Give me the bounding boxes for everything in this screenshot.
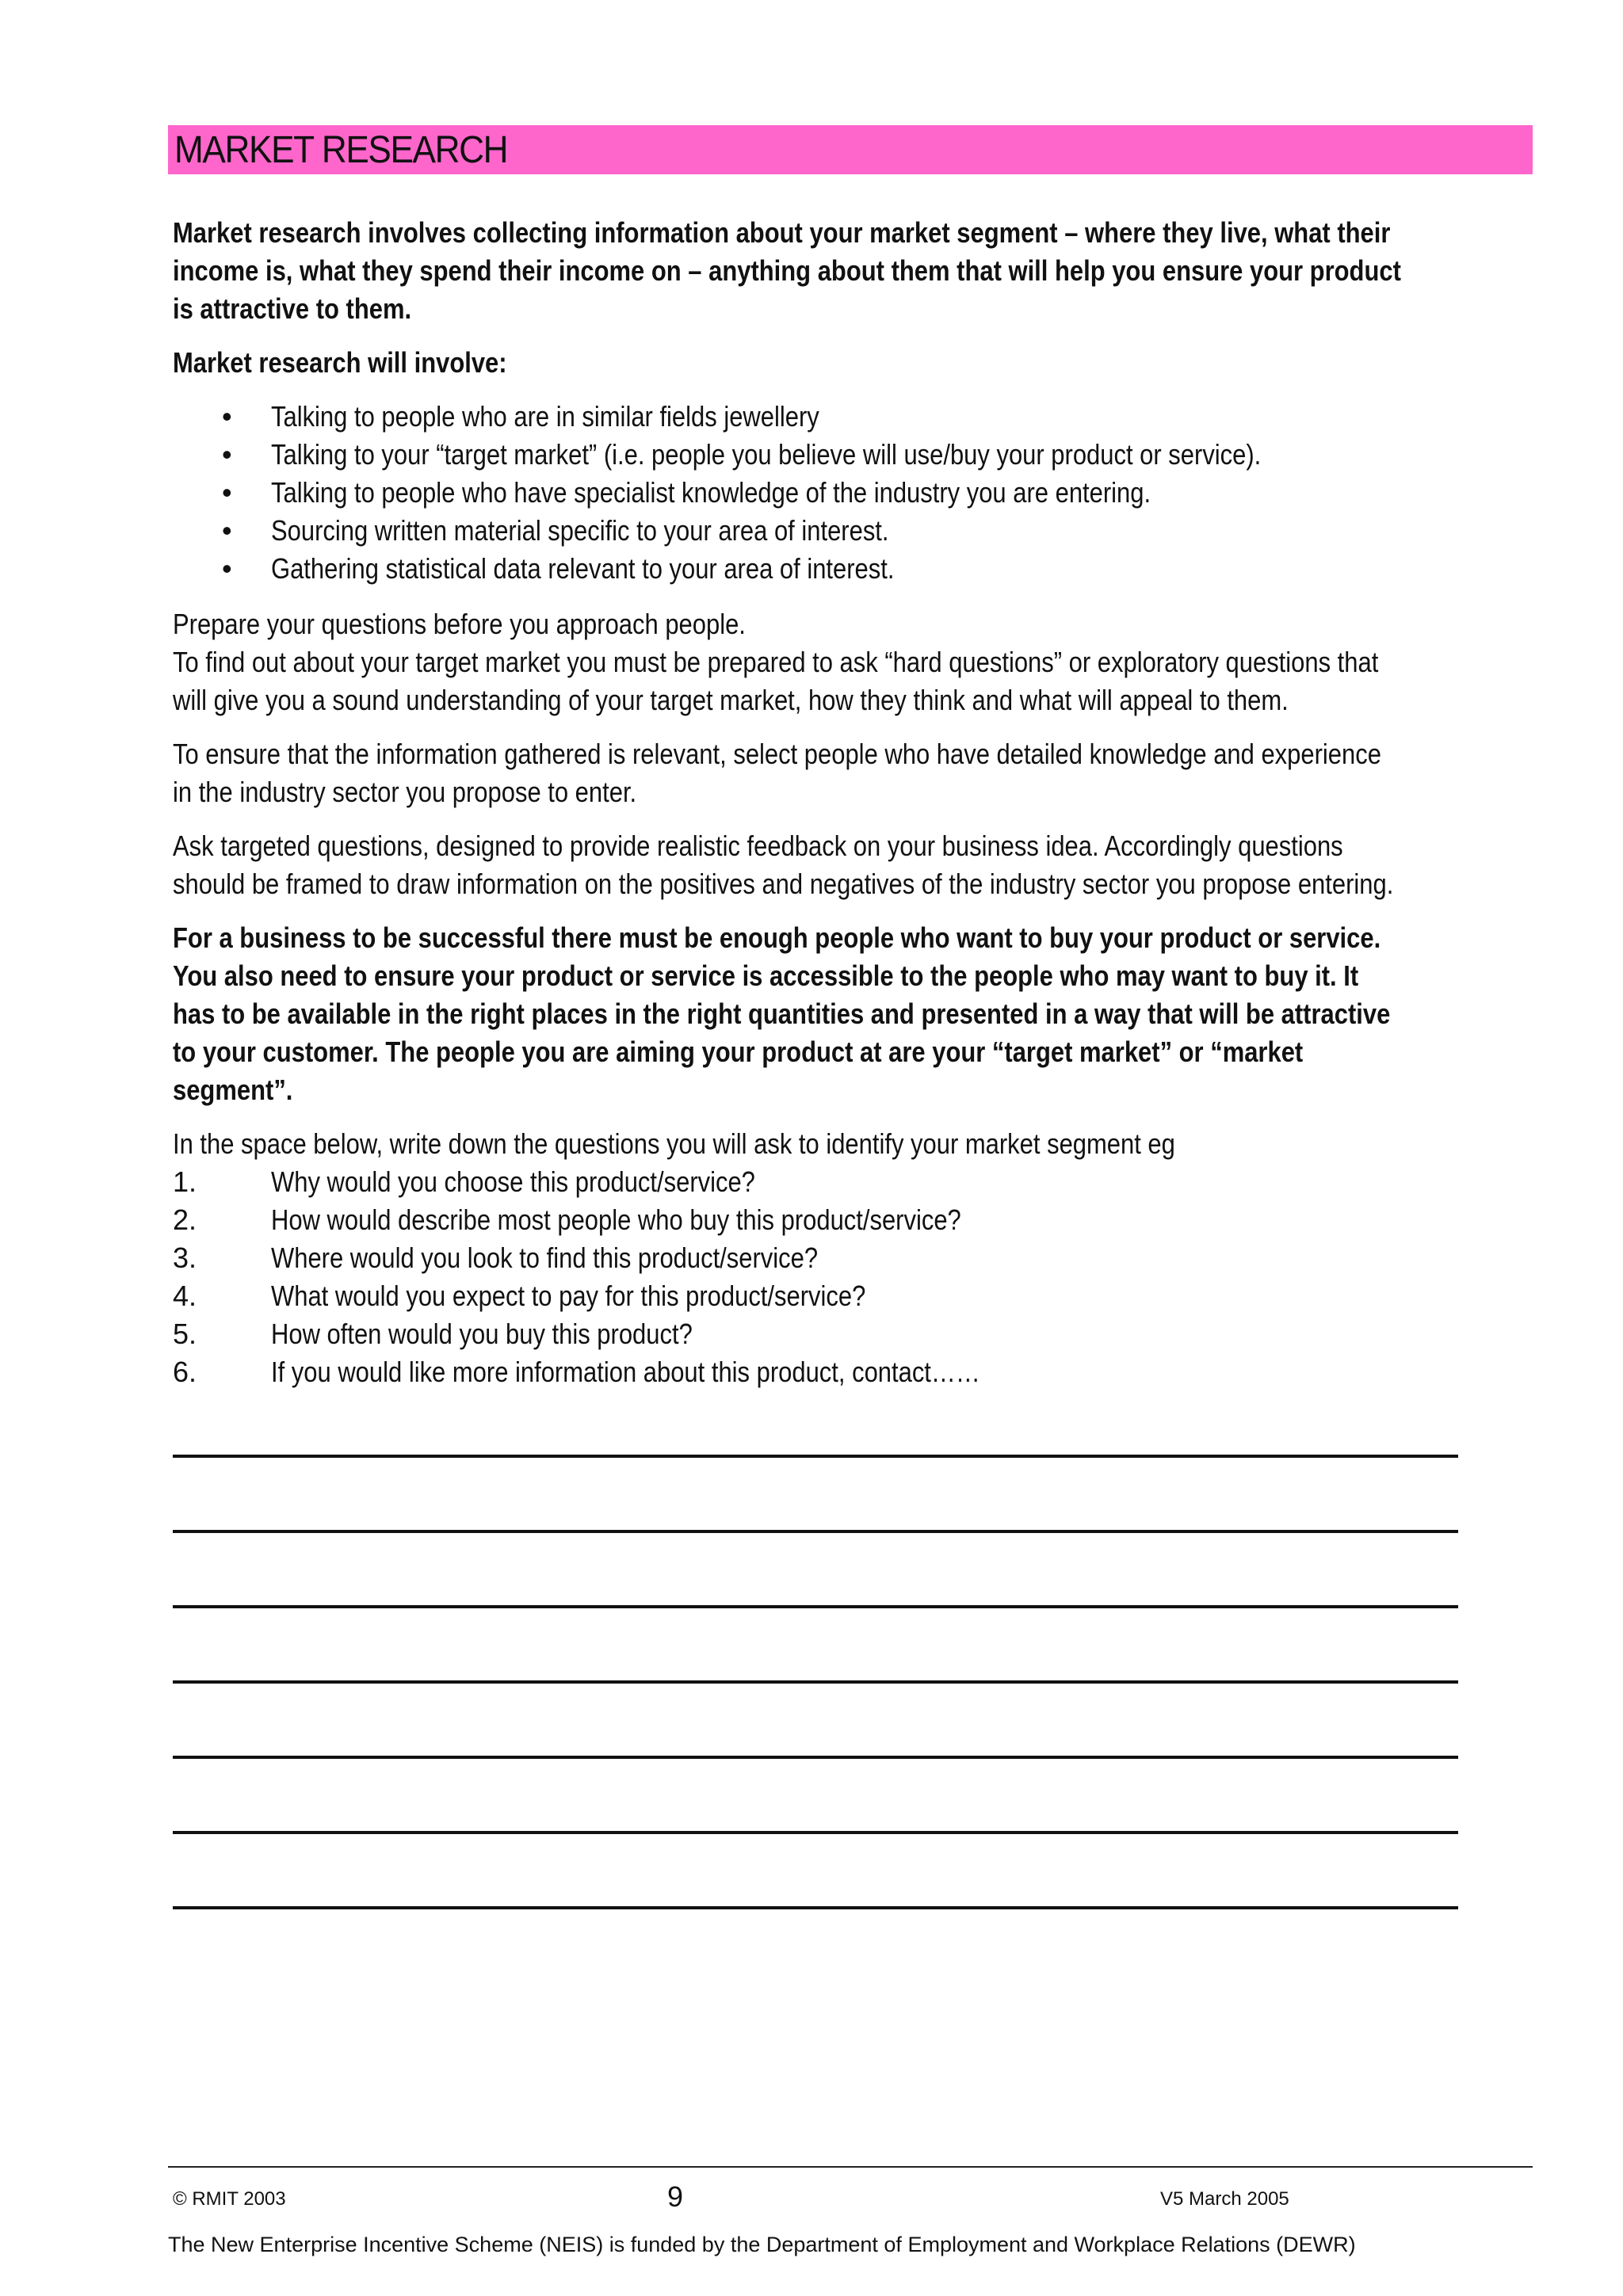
list-item [173, 512, 1520, 550]
list-item [173, 436, 1520, 474]
question-number: 6. [173, 1356, 197, 1388]
paragraph-line: has to be available in the right places in the right quantities and presented in a way that will be attractive [173, 997, 1391, 1030]
list-item [173, 1315, 1520, 1353]
list-item [173, 474, 1520, 512]
bullet-icon: • [222, 476, 232, 509]
questions-intro [173, 1125, 1520, 1163]
answer-line[interactable] [173, 1605, 1458, 1608]
version-text: V5 March 2005 [1160, 2188, 1289, 2210]
paragraph-line: in the industry sector you propose to enter. [173, 776, 637, 808]
involve-heading-text: Market research will involve: [173, 346, 507, 379]
answer-line[interactable] [173, 1756, 1458, 1759]
list-item [173, 1239, 1520, 1277]
list-item-text: Sourcing written material specific to your area of interest. [271, 514, 889, 547]
footer-divider [168, 2166, 1533, 2168]
prepare-paragraph [173, 605, 1520, 719]
question-number: 3. [173, 1241, 197, 1274]
question-text: Where would you look to find this product/service? [271, 1241, 819, 1274]
paragraph-line: For a business to be successful there must be enough people who want to buy your product or service. [173, 921, 1381, 954]
question-text: What would you expect to pay for this product/service? [271, 1280, 866, 1312]
ask-paragraph [173, 827, 1520, 903]
copyright-text: © RMIT 2003 [173, 2188, 286, 2210]
research-activities-list [173, 398, 1520, 588]
answer-line[interactable] [173, 1530, 1458, 1533]
document-body [173, 214, 1520, 1391]
success-paragraph [173, 919, 1520, 1109]
page-header [168, 125, 1533, 174]
page-number: 9 [667, 2180, 684, 2213]
list-item [173, 398, 1520, 436]
list-item [173, 1353, 1520, 1391]
funding-statement: The New Enterprise Incentive Scheme (NEIS) is funded by the Department of Employment and Workplace Relations (DEWR) [168, 2233, 1356, 2256]
paragraph-line: segment”. [173, 1074, 293, 1106]
intro-line: Market research involves collecting information about your market segment – where they live, what their [173, 216, 1391, 249]
question-text: Why would you choose this product/service? [271, 1165, 755, 1198]
question-number: 1. [173, 1165, 197, 1198]
intro-line: is attractive to them. [173, 292, 412, 325]
section-heading: MARKET RESEARCH [174, 128, 508, 171]
list-item-text: Talking to people who have specialist knowledge of the industry you are entering. [271, 476, 1151, 509]
answer-line[interactable] [173, 1906, 1458, 1909]
answer-line[interactable] [173, 1455, 1458, 1458]
bullet-icon: • [222, 552, 232, 585]
question-text: How often would you buy this product? [271, 1318, 693, 1350]
paragraph-line: To ensure that the information gathered is relevant, select people who have detailed knowledge and experience [173, 738, 1381, 770]
answer-line[interactable] [173, 1831, 1458, 1834]
list-item [173, 1163, 1520, 1201]
paragraph-line: Ask targeted questions, designed to provide realistic feedback on your business idea. Accordingly questions [173, 830, 1343, 862]
bullet-icon: • [222, 514, 232, 547]
paragraph-line: To find out about your target market you must be prepared to ask “hard questions” or exploratory questions that [173, 646, 1379, 678]
answer-line[interactable] [173, 1680, 1458, 1684]
section-heading-bar [168, 125, 1533, 174]
intro-line: income is, what they spend their income on – anything about them that will help you ensure your product [173, 254, 1401, 287]
list-item [173, 1201, 1520, 1239]
intro-paragraph [173, 214, 1520, 328]
question-number: 5. [173, 1318, 197, 1350]
paragraph-line: You also need to ensure your product or service is accessible to the people who may want to buy it. It [173, 959, 1359, 992]
bullet-icon: • [222, 438, 232, 471]
answer-lines [173, 1455, 1458, 1981]
paragraph-line: Prepare your questions before you approach people. [173, 608, 746, 640]
sample-questions-list [173, 1163, 1520, 1391]
paragraph-line: should be framed to draw information on the positives and negatives of the industry sector you propose entering. [173, 868, 1394, 900]
paragraph-line: to your customer. The people you are aiming your product at are your “target market” or “market [173, 1035, 1304, 1068]
bullet-icon: • [222, 400, 232, 433]
involve-heading [173, 344, 1520, 382]
question-number: 4. [173, 1280, 197, 1312]
list-item-text: Talking to your “target market” (i.e. people you believe will use/buy your product or service). [271, 438, 1262, 471]
question-text: If you would like more information about this product, contact…… [271, 1356, 980, 1388]
questions-intro-text: In the space below, write down the questions you will ask to identify your market segment eg [173, 1127, 1175, 1160]
list-item [173, 550, 1520, 588]
paragraph-line: will give you a sound understanding of your target market, how they think and what will appeal to them. [173, 684, 1289, 716]
list-item [173, 1277, 1520, 1315]
question-text: How would describe most people who buy this product/service? [271, 1203, 961, 1236]
question-number: 2. [173, 1203, 197, 1236]
list-item-text: Gathering statistical data relevant to your area of interest. [271, 552, 895, 585]
ensure-paragraph [173, 735, 1520, 811]
list-item-text: Talking to people who are in similar fields jewellery [271, 400, 819, 433]
